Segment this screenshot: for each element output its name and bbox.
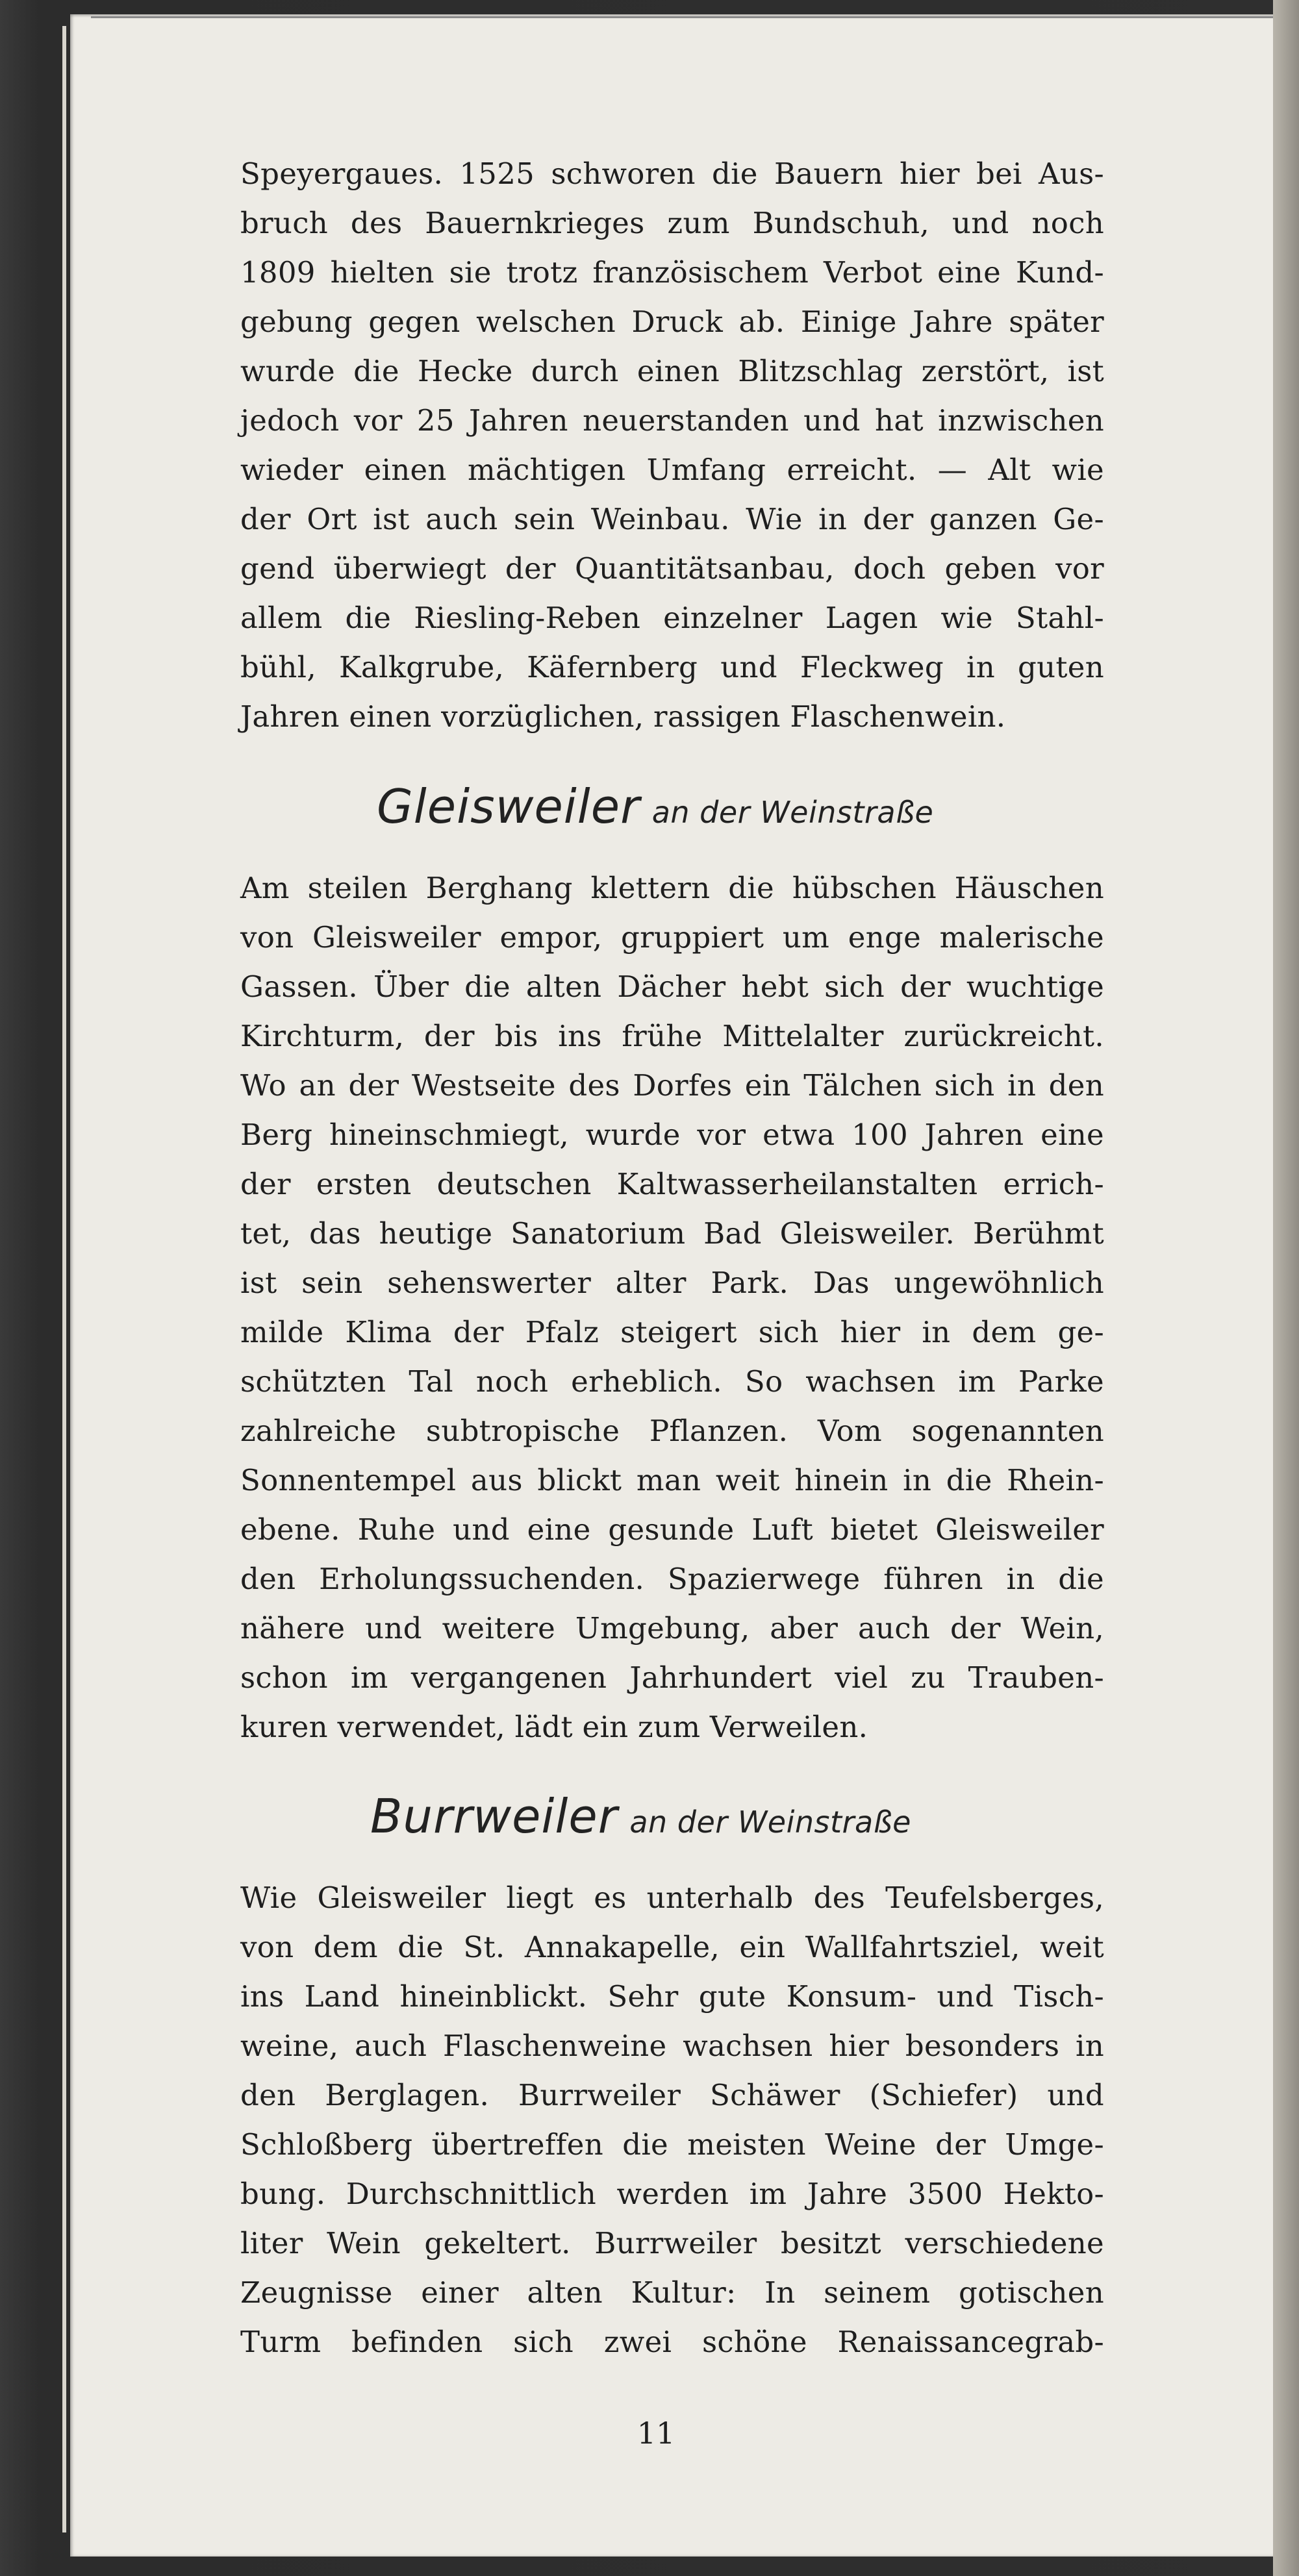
page-edge — [62, 26, 66, 2532]
text-line: tet, das heutige Sanatorium Bad Gleisweiler. Berühmt — [240, 1216, 1104, 1251]
heading-town: Burrweiler — [370, 1789, 618, 1844]
text-line: gend überwiegt der Quantitätsanbau, doch geben vor — [240, 551, 1104, 586]
text-line: von Gleisweiler empor, gruppiert um enge malerische — [240, 920, 1104, 955]
text-line: schon im vergangenen Jahrhundert viel zu Trauben- — [240, 1660, 1104, 1695]
text-line: zahlreiche subtropische Pflanzen. Vom sogenannten — [240, 1414, 1104, 1448]
text-line: Gassen. Über die alten Dächer hebt sich der wuchtige — [240, 969, 1104, 1004]
text-line: allem die Riesling-Reben einzelner Lagen wie Stahl- — [240, 601, 1104, 635]
text-line: bruch des Bauernkrieges zum Bundschuh, und noch — [240, 206, 1104, 240]
text-line: Wie Gleisweiler liegt es unterhalb des Teufelsberges, — [240, 1881, 1104, 1915]
section-heading-burrweiler — [370, 1789, 911, 1844]
text-line: Sonnentempel aus blickt man weit hinein in die Rhein- — [240, 1463, 1104, 1497]
gleisweiler-paragraph — [240, 864, 1104, 1752]
text-line: wurde die Hecke durch einen Blitzschlag zerstört, ist — [240, 354, 1104, 388]
text-line: gebung gegen welschen Druck ab. Einige Jahre später — [240, 305, 1104, 339]
text-line: den Erholungssuchenden. Spazierwege führen in die — [240, 1562, 1104, 1596]
text-line: den Berglagen. Burrweiler Schäwer (Schiefer) und — [240, 2078, 1104, 2112]
text-line: Speyergaues. 1525 schworen die Bauern hier bei Aus- — [240, 156, 1104, 191]
text-line: Schloßberg übertreffen die meisten Weine der Umge- — [240, 2127, 1104, 2162]
text-line: kuren verwendet, lädt ein zum Verweilen. — [240, 1710, 868, 1744]
heading-town: Gleisweiler — [377, 779, 640, 834]
text-line: schützten Tal noch erheblich. So wachsen im Parke — [240, 1364, 1104, 1399]
text-line: der Ort ist auch sein Weinbau. Wie in der ganzen Ge- — [240, 502, 1104, 536]
text-line: Wo an der Westseite des Dorfes ein Tälchen sich in den — [240, 1068, 1104, 1103]
intro-paragraph — [240, 149, 1104, 742]
text-line: bühl, Kalkgrube, Käfernberg und Fleckweg in guten — [240, 650, 1104, 684]
text-line: der ersten deutschen Kaltwasserheilanstalten errich- — [240, 1167, 1104, 1201]
text-line: Turm befinden sich zwei schöne Renaissancegrab- — [240, 2325, 1104, 2359]
next-page-edge — [1273, 0, 1299, 2576]
text-line: wieder einen mächtigen Umfang erreicht. — Alt wie — [240, 453, 1104, 487]
text-line: bung. Durchschnittlich werden im Jahre 3500 Hekto- — [240, 2177, 1104, 2211]
text-line: milde Klima der Pfalz steigert sich hier in dem ge- — [240, 1315, 1104, 1349]
section-heading-gleisweiler — [377, 779, 933, 834]
text-line: ist sein sehenswerter alter Park. Das ungewöhnlich — [240, 1266, 1104, 1300]
text-line: von dem die St. Annakapelle, ein Wallfahrtsziel, weit — [240, 1930, 1104, 1964]
text-line: Am steilen Berghang klettern die hübschen Häuschen — [240, 871, 1104, 905]
text-line: Jahren einen vorzüglichen, rassigen Flaschenwein. — [240, 699, 1006, 734]
text-line: ins Land hineinblickt. Sehr gute Konsum- und Tisch- — [240, 1979, 1104, 2014]
page-top-edge — [91, 16, 1273, 18]
text-line: Berg hineinschmiegt, wurde vor etwa 100 Jahren eine — [240, 1118, 1104, 1152]
text-line: weine, auch Flaschenweine wachsen hier besonders in — [240, 2029, 1104, 2063]
text-line: Kirchturm, der bis ins frühe Mittelalter zurückreicht. — [240, 1019, 1104, 1053]
text-line: Zeugnisse einer alten Kultur: In seinem gotischen — [240, 2275, 1104, 2310]
heading-suffix: an der Weinstraße — [629, 1805, 911, 1840]
page-number: 11 — [637, 2416, 675, 2451]
heading-suffix: an der Weinstraße — [651, 795, 934, 830]
text-line: nähere und weitere Umgebung, aber auch der Wein, — [240, 1611, 1104, 1645]
text-line: 1809 hielten sie trotz französischem Verbot eine Kund- — [240, 255, 1104, 290]
text-line: liter Wein gekeltert. Burrweiler besitzt verschiedene — [240, 2226, 1104, 2260]
text-line: ebene. Ruhe und eine gesunde Luft bietet Gleisweiler — [240, 1512, 1104, 1547]
text-line: jedoch vor 25 Jahren neuerstanden und hat inzwischen — [240, 403, 1104, 438]
burrweiler-paragraph — [240, 1873, 1104, 2367]
